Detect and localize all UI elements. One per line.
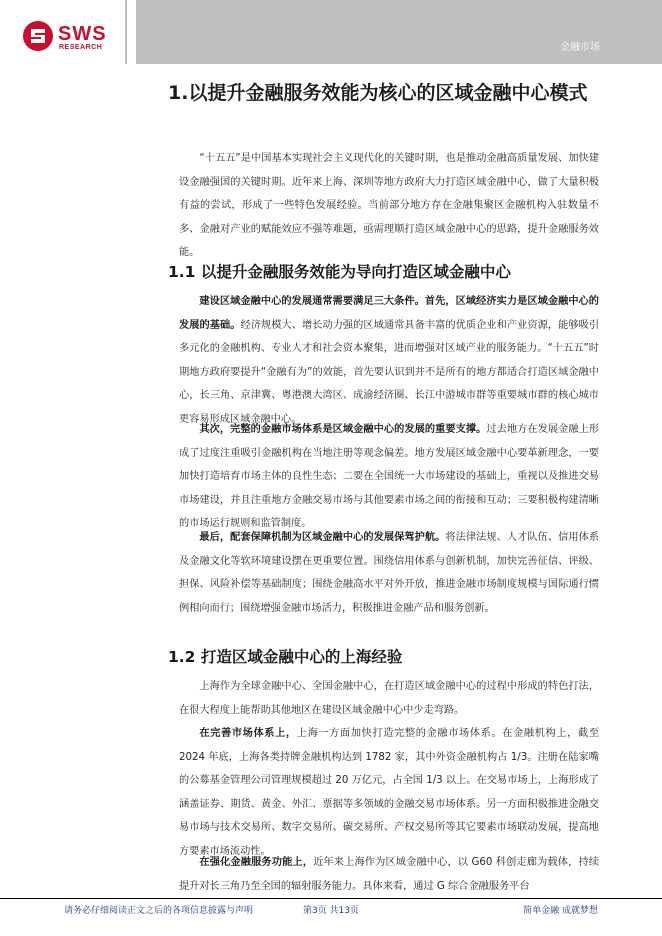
section-1-1-paragraph-3 — [179, 526, 599, 620]
section-1-1-paragraph-1 — [179, 290, 599, 432]
footer-slogan: 简单金融 成就梦想 — [523, 906, 598, 916]
paragraph-body: 近年来上海作为区域金融中心，以 G60 科创走廊为载体，持续提升对长三角乃至全国的辐射服务能力。具体来看，通过 G 综合金融服务平台 — [179, 857, 599, 892]
logo-text: SWS — [58, 23, 107, 45]
footer-disclaimer: 请务必仔细阅读正文之后的各项信息披露与声明 — [64, 906, 254, 916]
paragraph-body: 经济规模大、增长动力强的区域通常具备丰富的优质企业和产业资源，能够吸引多元化的金融机构、专业人才和社会资本聚集，进而增强对区域产业的服务能力。“十五五”时期地方政府要提升“金融有为”的效能，首先要认识到并不是所有的地方都适合打造区域金融中心，长三角、京津冀、粤港澳大湾区、成渝经济圈、长江中游城市群等重要城市群的核心城市更容易形成区域金融中心。 — [179, 319, 600, 425]
page-title: 1.以提升金融服务效能为核心的区域金融中心模式 — [168, 82, 588, 104]
paragraph-body: 上海一方面加快打造完整的金融市场体系。在金融机构上，截至 2024 年底，上海各类持牌金融机构达到 1782 家，其中外资金融机构占 1/3。注册在陆家嘴的公募基金管理公司管理规模超过 20 万亿元，占全国 1/3 以上。在交易市场上，上海形成了涵盖证券、期货、黄金、外汇、票据等多领域的金融交易市场体系。另一方面积极推进金融交易市场与技术交易所、数字交易所、碳交易所、产权交易所等其它要素市场联动发展，提高地方要素市场流动性。 — [179, 728, 600, 857]
section-1-2-paragraph-3 — [179, 851, 599, 898]
paragraph-lead: 在完善市场体系上， — [199, 728, 297, 739]
paragraph-lead: 建设区域金融中心的发展通常需要满足三大条件。首先，区域经济实力是区域金融中心的发展的基础。 — [179, 296, 599, 331]
section-1-1-paragraph-2 — [179, 418, 599, 536]
logo-subtext: RESEARCH — [59, 44, 103, 51]
sws-logo-icon — [22, 20, 54, 52]
section-heading-1-1: 1.1 以提升金融服务效能为导向打造区域金融中心 — [168, 263, 511, 281]
footer-divider — [0, 898, 662, 899]
header-divider — [125, 0, 127, 64]
intro-paragraph: “十五五”是中国基本实现社会主义现代化的关键时期，也是推动金融高质量发展、加快建设金融强国的关键时期。近年来上海、深圳等地方政府大力打造区域金融中心，做了大量积极有益的尝试，形成了一些特色发展经验。当前部分地方存在金融集聚区金融机构入驻数量不多、金融对产业的赋能效应不强等难题，亟需理顺打造区域金融中心的思路，提升金融服务效能。 — [179, 153, 599, 259]
section-1-2-paragraph-1: 上海作为全球金融中心、全国金融中心，在打造区域金融中心的过程中形成的特色打法，在很大程度上能帮助其他地区在建设区域金融中心中少走弯路。 — [179, 681, 599, 716]
section-1-2-paragraph-2 — [179, 722, 599, 864]
company-logo — [22, 20, 122, 54]
paragraph-body: 将法律法规、人才队伍、信用体系及金融文化等软环境建设摆在更重要位置。围绕信用体系与创新机制，加快完善征信、评级、担保、风险补偿等基础制度；围绕金融高水平对外开放，推进金融市场制度规模与国际通行惯例相向而行；围绕增强金融市场活力，积极推进金融产品和服务创新。 — [179, 532, 600, 614]
section-heading-1-2: 1.2 打造区域金融中心的上海经验 — [168, 648, 403, 666]
paragraph-lead: 在强化金融服务功能上， — [199, 857, 314, 868]
page-number: 第3页 共13页 — [302, 906, 360, 916]
section-tag: 金融市场 — [560, 42, 600, 53]
paragraph-body: 过去地方在发展金融上形成了过度注重吸引金融机构在当地注册等观念偏差。地方发展区域金融中心要革新理念，一要加快打造培育市场主体的良性生态；二要在全国统一大市场建设的基础上，重视以及推进交易市场建设，并且注重地方金融交易市场与其他要素市场之间的衔接和互动；三要积极构建清晰的市场运行规则和监管制度。 — [179, 424, 600, 530]
paragraph-lead: 其次，完整的金融市场体系是区域金融中心的发展的重要支撑。 — [199, 424, 487, 435]
paragraph-lead: 最后，配套保障机制为区域金融中心的发展保驾护航。 — [199, 532, 446, 543]
header-band — [136, 0, 662, 64]
